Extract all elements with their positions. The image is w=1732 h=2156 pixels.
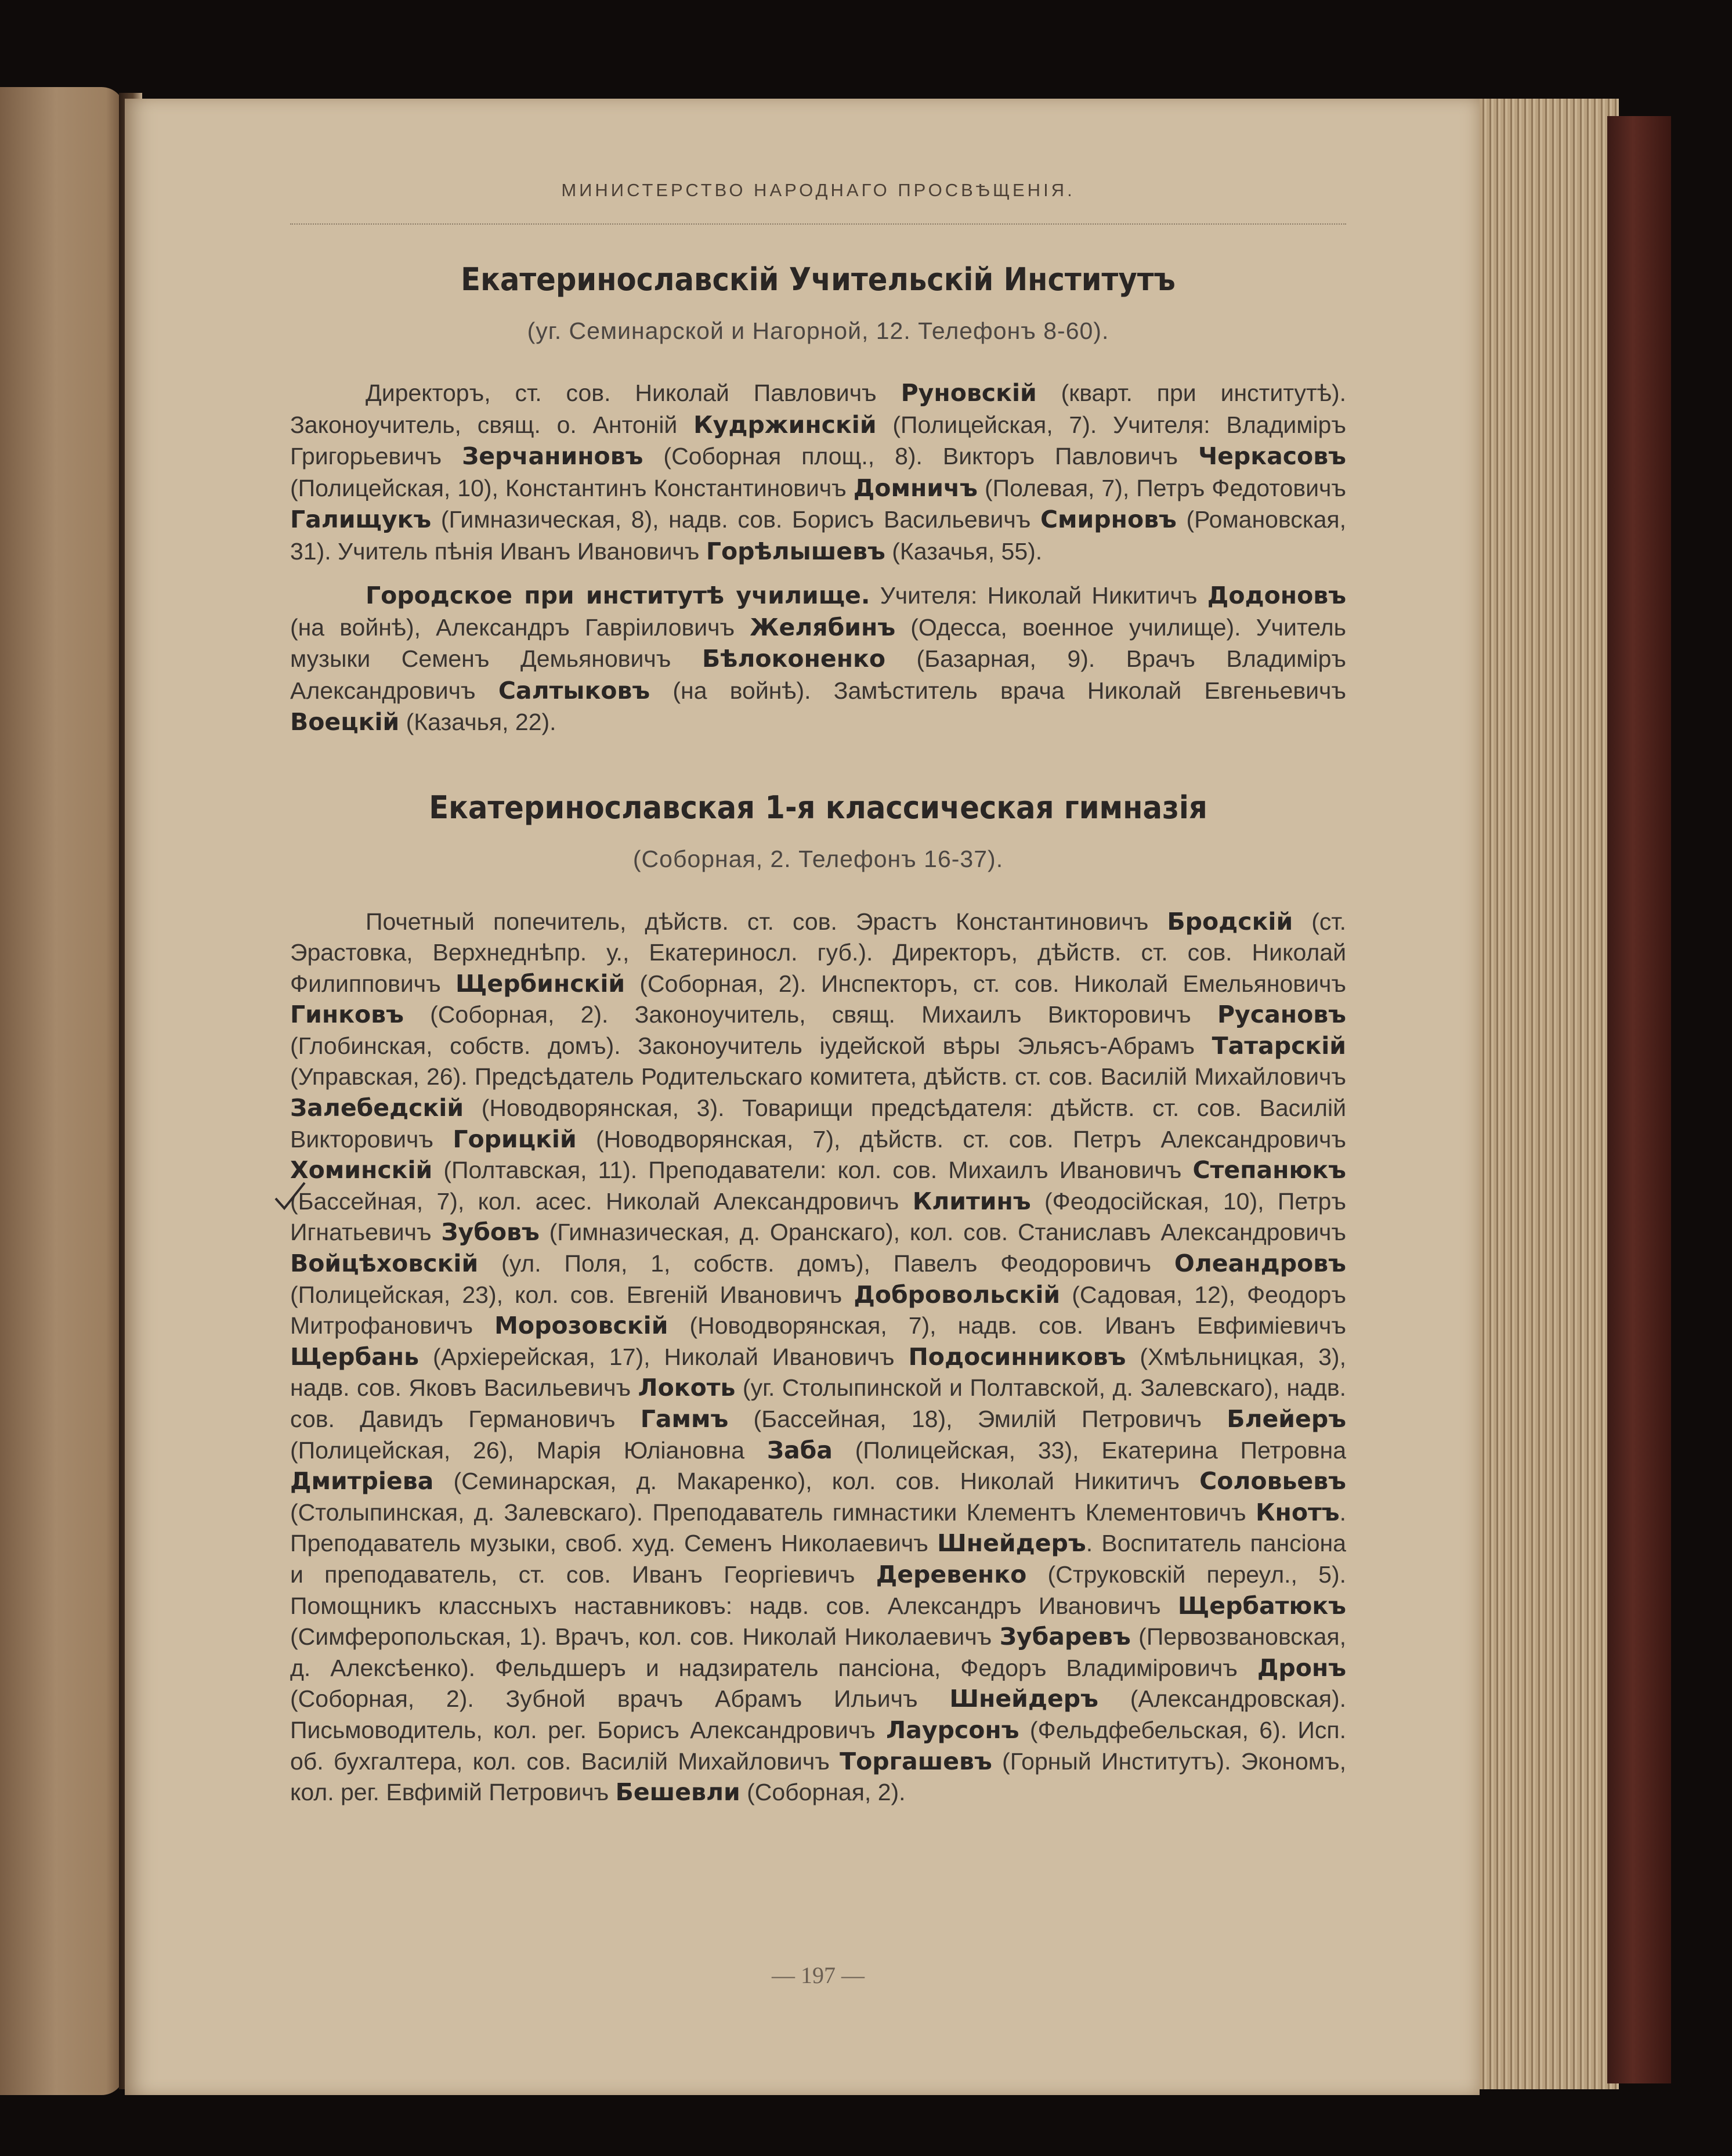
person-name: Русановъ [1217,1001,1346,1029]
person-name: Желябинъ [750,613,896,641]
person-name: Заба [766,1436,833,1464]
institute-address: (уг. Семинарской и Нагорной, 12. Телефонъ 8-60). [527,317,1109,344]
header-rule [290,223,1346,225]
person-name: Клитинъ [912,1187,1031,1215]
person-name: Воецкій [290,708,400,736]
person-name: Шнейдеръ [937,1529,1086,1558]
person-name: Щербатюкъ [1177,1591,1346,1620]
person-name: Щербань [290,1342,420,1371]
person-name: Горицкій [453,1125,577,1153]
book-cover [1607,116,1671,2083]
person-name: Залебедскій [290,1094,464,1122]
person-name: Подосинниковъ [908,1342,1126,1371]
person-name: Татарскій [1212,1031,1346,1060]
city-school-paragraph: Городское при институтѣ училище. Учителя: Николай Никитичъ Додоновъ (на войнѣ), Александръ Гавріиловичъ Желябинъ (Одесса, военное училище). Учитель музыки Семенъ Демьяновичъ Бѣлоконенко (Базарная, 9). Врачъ Владиміръ Александровичъ Салтыковъ (на войнѣ). Замѣститель врача Николай Евгеньевичъ Воецкій (Казачья, 22). [290,582,1347,736]
person-name: Войцѣховскій [290,1249,479,1278]
person-name: Додоновъ [1207,582,1347,609]
gymnasium-address: (Соборная, 2. Телефонъ 16-37). [632,845,1004,872]
person-name: Горѣлышевъ [706,537,885,565]
person-name: Торгашевъ [840,1747,992,1775]
person-name: Соловьевъ [1199,1467,1346,1496]
person-name: Степанюкъ [1192,1156,1346,1184]
subsection-title: Городское при институтѣ училище. [366,582,870,609]
page-content [290,261,1346,1808]
gymnasium-staff-paragraph: Почетный попечитель, дѣйств. ст. сов. Эрастъ Константиновичъ Бродскій (ст. Эрастовка, Верхнеднѣпр. у., Екатериносл. губ.). Директоръ, дѣйств. ст. сов. Николай Филипповичъ Щербинскій (Соборная, 2). Инспекторъ, ст. сов. Николай Емельяновичъ Гинковъ (Соборная, 2). Законоучитель, свящ. Михаилъ Викторовичъ Русановъ (Глобинская, собств. домъ). Законоучитель іудейской вѣры Эльясъ-Абрамъ Татарскій (Управская, 26). Предсѣдатель Родительскаго комитета, дѣйств. ст. сов. Василій Михайловичъ Залебедскій (Новодворянская, 3). Товарищи предсѣдателя: дѣйств. ст. сов. Василій Викторовичъ Горицкій (Новодворянская, 7), дѣйств. ст. сов. Петръ Александровичъ Хоминскій (Полтавская, 11). Преподаватели: кол. сов. Михаилъ Ивановичъ Степанюкъ (Бассейная, 7), кол. асес. Николай Александровичъ Клитинъ (Феодосійская, 10), Петръ Игнатьевичъ Зубовъ (Гимназическая, д. Оранскаго), кол. сов. Станиславъ Александровичъ Войцѣховскій (ул. Поля, 1, собств. домъ), Павелъ Феодоровичъ Олеандровъ (Полицейская, 23), кол. сов. Евгеній Ивановичъ Добровольскій (Садовая, 12), Феодоръ Митрофановичъ Морозовскій (Новодворянская, 7), надв. сов. Иванъ Евфиміевичъ Щербань (Архіерейская, 17), Николай Ивановичъ Подосинниковъ (Хмѣльницкая, 3), надв. сов. Яковъ Васильевичъ Локоть (уг. Столыпинской и Полтавской, д. Залевскаго), надв. сов. Давидъ Германовичъ Гаммъ (Бассейная, 18), Эмилій Петровичъ Блейеръ (Полицейская, 26), Марія Юліановна Заба (Полицейская, 33), Екатерина Петровна Дмитріева (Семинарская, д. Макаренко), кол. сов. Николай Никитичъ Соловьевъ (Столыпинская, д. Залевскаго). Преподаватель гимнастики Клементъ Клементовичъ Кнотъ. Преподаватель музыки, своб. худ. Семенъ Николаевичъ Шнейдеръ. Воспитатель пансіона и преподаватель, ст. сов. Иванъ Георгіевичъ Деревенко (Струковскій переул., 5). Помощникъ классныхъ наставниковъ: надв. сов. Александръ Ивановичъ Щербатюкъ (Симферопольская, 1). Врачъ, кол. сов. Николай Николаевичъ Зубаревъ (Первозвановская, д. Алексѣенко). Фельдшеръ и надзиратель пансіона, Федоръ Владиміровичъ Дронъ (Соборная, 2). Зубной врачъ Абрамъ Ильичъ Шнейдеръ (Александровская). Письмоводитель, кол. рег. Борисъ Александровичъ Лаурсонъ (Фельдфебельская, 6). Исп. об. бухгалтера, кол. сов. Василій Михайловичъ Торгашевъ (Горный Институтъ). Экономъ, кол. рег. Евфимій Петровичъ Бешевли (Соборная, 2). [290,907,1347,1807]
person-name: Руновскій [901,379,1037,407]
person-name: Олеандровъ [1174,1249,1346,1278]
person-name: Зубовъ [441,1218,540,1247]
person-name: Локоть [638,1374,736,1402]
person-name: Зерчаниновъ [462,442,643,470]
person-name: Кудржинскій [693,410,877,439]
person-name: Бѣлоконенко [702,645,886,673]
person-name: Дронъ [1257,1653,1346,1682]
person-name: Хоминскій [290,1156,433,1184]
person-name: Бешевли [615,1778,740,1807]
section-title-institute: Екатеринославскій Учительскій Институтъ [461,261,1176,298]
section-title-gymnasium: Екатеринославская 1-я классическая гимназія [429,789,1207,826]
person-name: Лаурсонъ [886,1716,1019,1744]
person-name: Смирновъ [1040,505,1177,533]
page-number: — 197 — [772,1962,865,1988]
page-edges [1480,99,1619,2089]
person-name: Добровольскій [854,1280,1061,1309]
person-name: Салтыковъ [498,676,650,705]
person-name: Деревенко [876,1560,1027,1588]
person-name: Черкасовъ [1198,442,1346,470]
person-name: Гинковъ [290,1001,404,1029]
left-page-edge [0,87,125,2095]
person-name: Шнейдеръ [949,1685,1098,1713]
person-name: Галищукъ [290,505,432,533]
institute-staff-paragraph: Директоръ, ст. сов. Николай Павловичъ Руновскій (кварт. при институтѣ). Законоучитель, свящ. о. Антоній Кудржинскій (Полицейская, 7). Учителя: Владиміръ Григорьевичъ Зерчаниновъ (Соборная площ., 8). Викторъ Павловичъ Черкасовъ (Полицейская, 10), Константинъ Константиновичъ Домничъ (Полевая, 7), Петръ Федотовичъ Галищукъ (Гимназическая, 8), надв. сов. Борисъ Васильевичъ Смирновъ (Романовская, 31). Учитель пѣнія Иванъ Ивановичъ Горѣлышевъ (Казачья, 55). [290,379,1347,565]
person-name: Дмитріева [290,1467,434,1496]
person-name: Кнотъ [1256,1498,1340,1526]
running-head: МИНИСТЕРСТВО НАРОДНАГО ПРОСВѢЩЕНІЯ. [561,180,1075,200]
person-name: Домничъ [853,474,978,502]
pencil-check-mark [273,1178,308,1213]
person-name: Бродскій [1167,907,1293,936]
person-name: Щербинскій [455,969,625,998]
person-name: Зубаревъ [999,1623,1131,1651]
person-name: Блейеръ [1227,1405,1346,1433]
person-name: Гаммъ [640,1405,729,1433]
person-name: Морозовскій [494,1312,668,1340]
